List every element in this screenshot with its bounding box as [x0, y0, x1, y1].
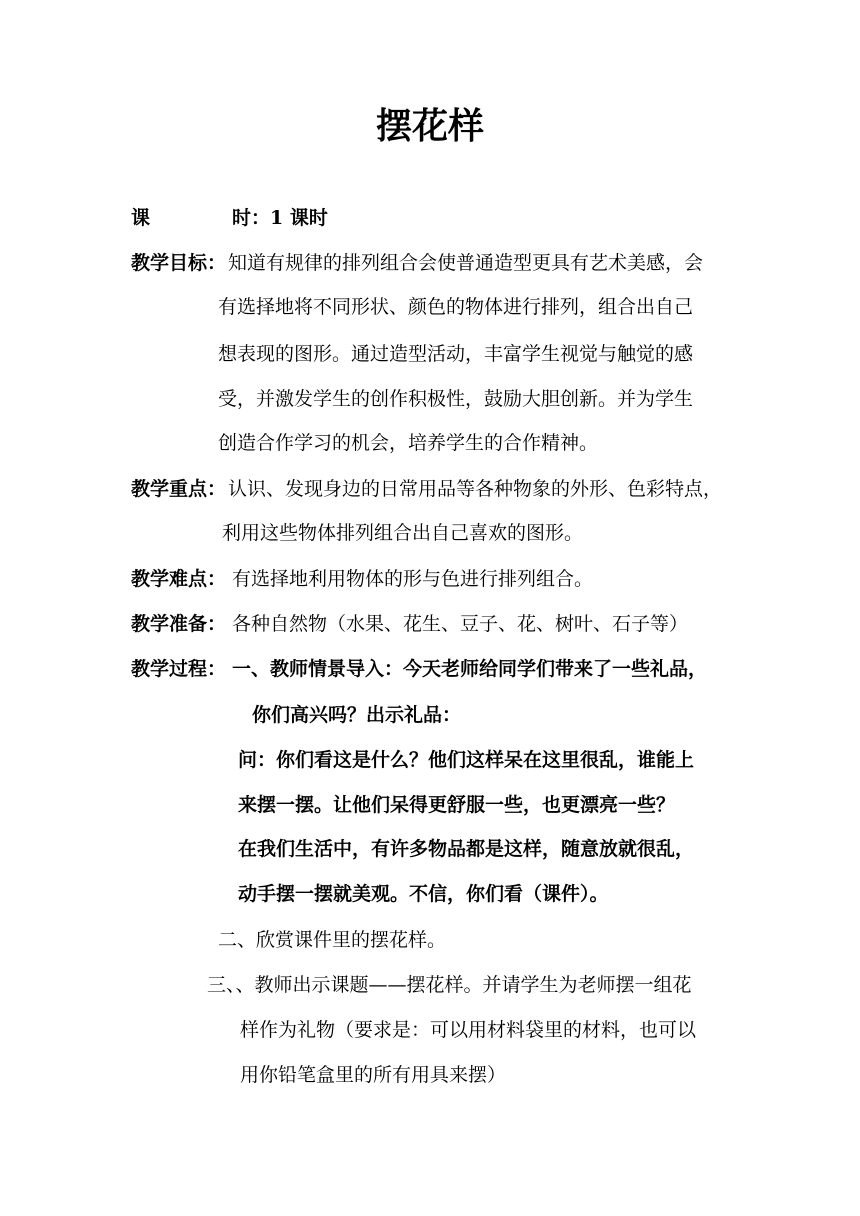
objective-line: 有选择地将不同形状、颜色的物体进行排列，组合出自己	[218, 296, 694, 318]
process-step3-line: 用你铅笔盒里的所有用具来摆）	[240, 1064, 507, 1086]
page-title: 摆花样	[375, 105, 484, 147]
lesson-hours-label-right: 时：	[232, 207, 271, 229]
process-label: 教学过程：	[131, 658, 227, 680]
preparation-text: 各种自然物（水果、花生、豆子、花、树叶、石子等）	[232, 613, 689, 635]
objective-line: 想表现的图形。通过造型活动，丰富学生视觉与触觉的感	[218, 343, 694, 365]
objective-label: 教学目标：	[131, 252, 227, 274]
process-step2: 二、欣赏课件里的摆花样。	[218, 929, 447, 951]
objective-line: 创造合作学习的机会，培养学生的合作精神。	[218, 432, 599, 454]
preparation-label: 教学准备：	[131, 613, 227, 635]
process-step3-line: 样作为礼物（要求是：可以用材料袋里的材料，也可以	[240, 1019, 697, 1041]
difficulty-label: 教学难点：	[131, 568, 227, 590]
key-point-label: 教学重点：	[131, 478, 227, 500]
objective-line: 知道有规律的排列组合会使普通造型更具有艺术美感，会	[228, 252, 704, 274]
key-point-line: 认识、发现身边的日常用品等各种物象的外形、色彩特点，	[228, 478, 723, 500]
process-step1-line: 在我们生活中，有许多物品都是这样，随意放就很乱，	[238, 838, 695, 860]
objective-line: 受，并激发学生的创作积极性，鼓励大胆创新。并为学生	[218, 388, 694, 410]
lesson-hours-label-left: 课	[131, 207, 151, 229]
process-step1-line: 你们高兴吗？出示礼品：	[252, 704, 462, 726]
process-step1-line: 一、教师情景导入：今天老师给同学们带来了一些礼品，	[232, 658, 708, 680]
process-step3-line: 三、、教师出示课题——摆花样。并请学生为老师摆一组花	[207, 974, 692, 996]
lesson-hours-value: 1 课时	[270, 207, 328, 229]
difficulty-text: 有选择地利用物体的形与色进行排列组合。	[232, 568, 594, 590]
process-step1-line: 动手摆一摆就美观。不信，你们看（课件）。	[238, 883, 609, 905]
process-step1-line: 来摆一摆。让他们呆得更舒服一些，也更漂亮一些？	[238, 794, 676, 816]
process-step1-line: 问：你们看这是什么？他们这样呆在这里很乱，谁能上	[238, 749, 695, 771]
key-point-line: 利用这些物体排列组合出自己喜欢的图形。	[222, 522, 584, 544]
